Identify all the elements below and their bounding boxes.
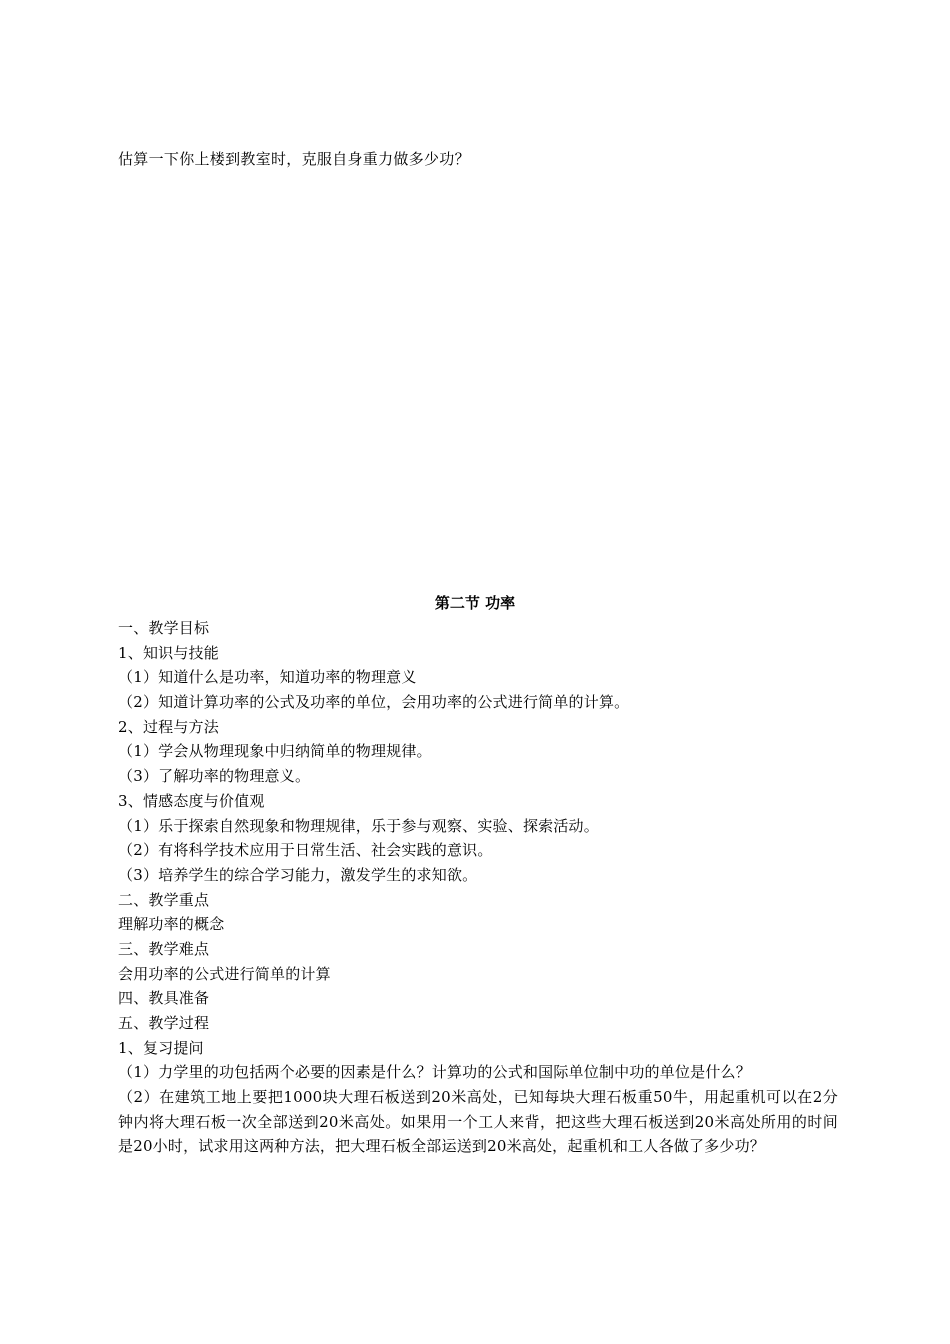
list-item: （2）有将科学技术应用于日常生活、社会实践的意识。 <box>118 841 493 860</box>
heading-difficulties: 三、教学难点 <box>118 939 210 958</box>
section-title: 第二节 功率 <box>434 594 516 612</box>
list-item: （2）知道计算功率的公式及功率的单位，会用功率的公式进行简单的计算。 <box>118 693 630 712</box>
problem-paragraph: （2）在建筑工地上要把1000块大理石板送到20米高处，已知每块大理石板重50牛，用起重机可以在2分钟内将大理石板一次全部送到20米高处。如果用一个工人来背，把这些大理石板送到20米高处所用的时间是20小时，试求用这两种方法，把大理石板全部运送到20米高处，起重机和工人各做了多少功？ <box>118 1088 838 1156</box>
subheading-attitude-values: 3、情感态度与价值观 <box>118 791 265 810</box>
list-item: （1）知道什么是功率，知道功率的物理意义 <box>118 668 417 687</box>
difficulties-text: 会用功率的公式进行简单的计算 <box>118 964 331 983</box>
subheading-process-method: 2、过程与方法 <box>118 717 219 736</box>
heading-teaching-goals: 一、教学目标 <box>118 619 210 637</box>
list-item: （1）力学里的功包括两个必要的因素是什么？计算功的公式和国际单位制中功的单位是什么？ <box>118 1063 751 1082</box>
heading-teaching-aids: 四、教具准备 <box>118 989 210 1008</box>
subheading-review-questions: 1、复习提问 <box>118 1038 204 1057</box>
intro-question: 估算一下你上楼到教室时，克服自身重力做多少功？ <box>118 150 470 168</box>
section-body <box>118 616 838 1159</box>
list-item: （1）学会从物理现象中归纳简单的物理规律。 <box>118 742 432 761</box>
heading-teaching-process: 五、教学过程 <box>118 1014 210 1032</box>
list-item: （3）了解功率的物理意义。 <box>118 767 311 786</box>
heading-key-points: 二、教学重点 <box>118 890 210 909</box>
list-item: （1）乐于探索自然现象和物理规律，乐于参与观察、实验、探索活动。 <box>118 816 599 835</box>
list-item: （3）培养学生的综合学习能力，激发学生的求知欲。 <box>118 865 478 884</box>
subheading-knowledge-skills: 1、知识与技能 <box>118 643 219 662</box>
key-points-text: 理解功率的概念 <box>118 915 225 934</box>
